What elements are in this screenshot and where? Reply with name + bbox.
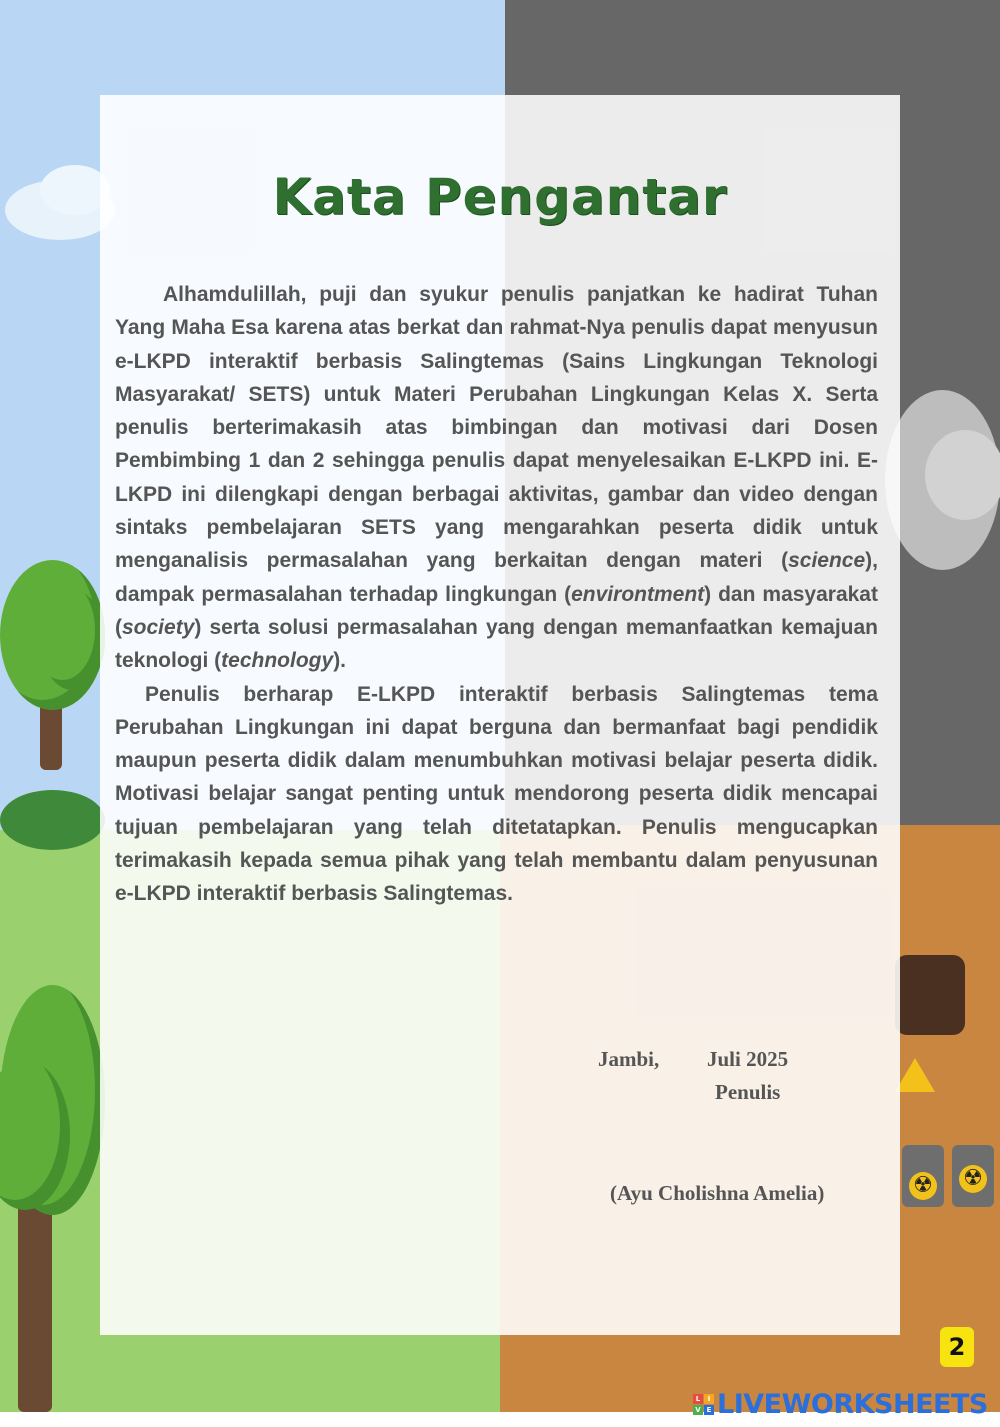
liveworksheets-mark-icon: [693, 1394, 714, 1415]
page-number-badge: 2: [940, 1327, 974, 1367]
mark-letter: I: [704, 1394, 714, 1404]
paragraph-1-text: ), dampak permasalahan terhadap lingkungan (: [115, 549, 878, 606]
term-society: society: [122, 615, 195, 639]
tree-trunk-lower: [18, 1180, 52, 1412]
tree-foliage-upper-2: [40, 590, 105, 690]
term-science: science: [788, 549, 866, 573]
paragraph-1: [115, 278, 878, 678]
signature-place: Jambi,: [598, 1047, 660, 1071]
term-environment: environtment: [571, 582, 705, 606]
flower-bush: [0, 790, 105, 850]
paragraph-2: Penulis berharap E-LKPD interaktif berbasis Salingtemas tema Perubahan Lingkungan ini dapat berguna dan bermanfaat bagi pendidik maupun peserta didik dalam menumbuhkan motivasi belajar peserta didik. Motivasi belajar sangat penting untuk mendorong peserta didik mencapai tujuan pembelajaran yang telah ditetatapkan. Penulis mengucapkan terimakasih kepada semua pihak yang telah membantu dalam penyusunan e-LKPD interaktif berbasis Salingtemas.: [115, 682, 878, 906]
hazard-sign-icon: [895, 1058, 935, 1092]
page-title: Kata Pengantar: [272, 168, 728, 226]
mark-letter: V: [693, 1405, 703, 1415]
paragraph-1-text: Alhamdulillah, puji dan syukur penulis panjatkan ke hadirat Tuhan Yang Maha Esa karena atas berkat dan rahmat-Nya penulis dapat menyusun e-LKPD interaktif berbasis Salingtemas (Sains Lingkungan Teknologi Masyarakat/ SETS) untuk Materi Perubahan Lingkungan Kelas X. Serta penulis berterimakasih atas bimbingan dan motivasi dari Dosen Pembimbing 1 dan 2 sehingga penulis dapat menyelesaikan E-LKPD ini. E-LKPD ini dilengkapi dengan berbagai aktivitas, gambar dan video dengan sintaks pembelajaran SETS yang mengarahkan peserta didik untuk menganalisis permasalahan yang berkaitan dengan materi (: [115, 283, 878, 573]
mark-letter: E: [704, 1405, 714, 1415]
signature-name: (Ayu Cholishna Amelia): [610, 1181, 825, 1205]
paragraph-1-text: ) dan masyarakat (: [115, 582, 878, 639]
signature-date: Juli 2025: [707, 1047, 789, 1071]
body-text: [115, 278, 878, 911]
radiation-icon: ☢: [909, 1172, 937, 1200]
mark-letter: L: [693, 1394, 703, 1404]
paragraph-1-text: ) serta solusi permasalahan yang dengan memanfaatkan kemajuan teknologi (: [115, 615, 878, 673]
dark-cloud-puff: [925, 430, 1000, 520]
radiation-icon: ☢: [959, 1165, 987, 1193]
liveworksheets-logo[interactable]: [693, 1389, 988, 1420]
liveworksheets-wordmark: LIVEWORKSHEETS: [717, 1389, 988, 1420]
paragraph-1-text: ).: [333, 649, 347, 673]
signature-role: Penulis: [715, 1080, 781, 1104]
fallen-log: [895, 955, 965, 1035]
term-technology: technology: [221, 649, 334, 673]
